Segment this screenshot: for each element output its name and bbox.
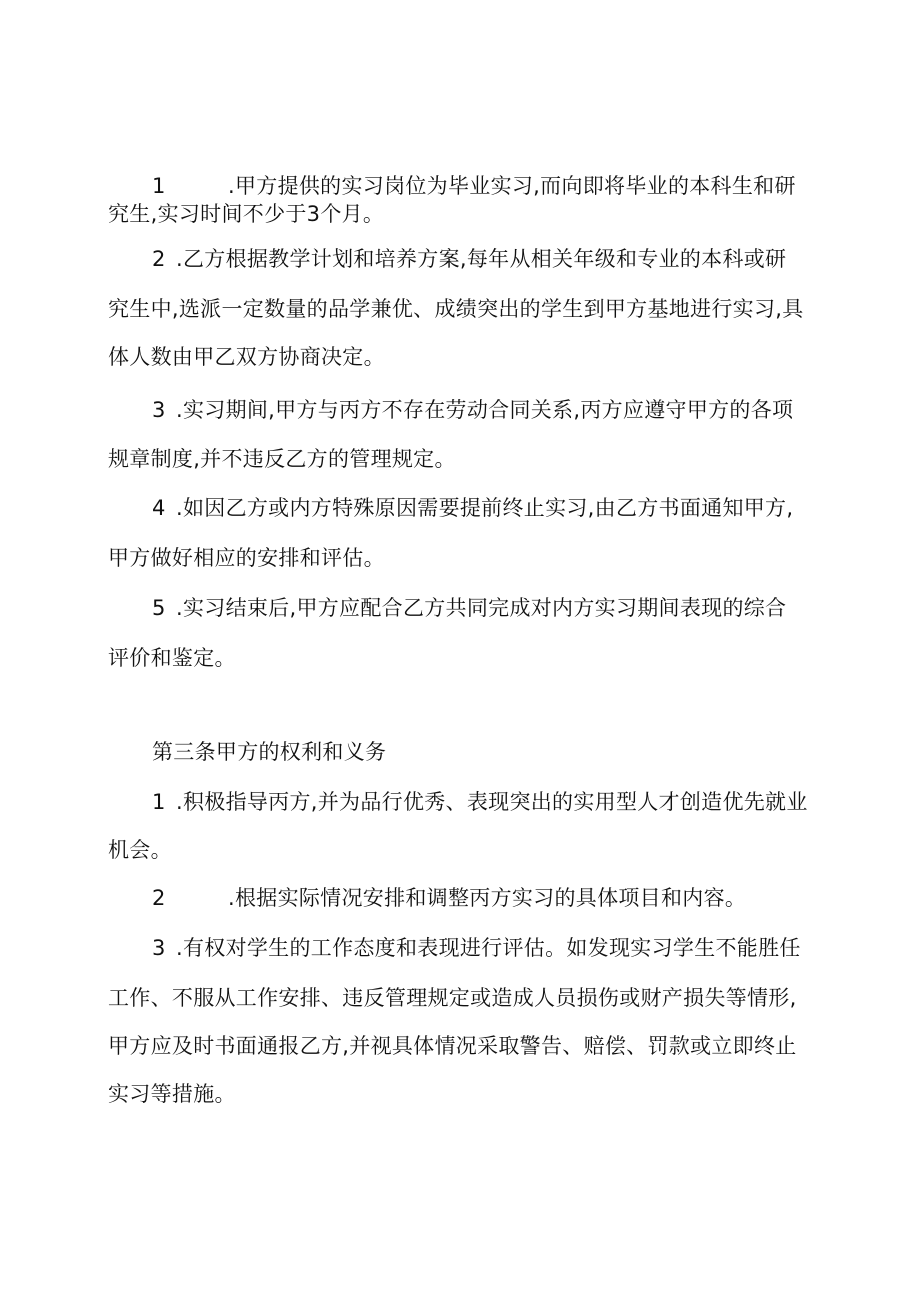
item-continuation-line: 究生,实习时间不少于3个月。 bbox=[108, 202, 385, 226]
item-number: 1 bbox=[152, 790, 166, 814]
item-text: .实习结束后,甲方应配合乙方共同完成对内方实习期间表现的综合 bbox=[176, 596, 787, 620]
item-number: 2 bbox=[152, 247, 166, 271]
item-continuation-line: 实习等措施。 bbox=[108, 1082, 236, 1106]
section-heading: 第三条甲方的权利和义务 bbox=[152, 740, 387, 764]
item-text: .积极指导丙方,并为品行优秀、表现突出的实用型人才创造优先就业 bbox=[176, 790, 808, 814]
item-continuation-line: 究生中,选派一定数量的品学兼优、成绩突出的学生到甲方基地进行实习,具 bbox=[108, 297, 804, 321]
item-first-line bbox=[152, 172, 796, 200]
item-first-line bbox=[152, 934, 801, 962]
item-continuation-line: 体人数由甲乙双方协商决定。 bbox=[108, 345, 385, 369]
item-text: .如因乙方或内方特殊原因需要提前终止实习,由乙方书面通知甲方, bbox=[176, 496, 794, 520]
item-text: .有权对学生的工作态度和表现进行评估。如发现实习学生不能胜任 bbox=[176, 936, 801, 960]
item-continuation-line: 评价和鉴定。 bbox=[108, 646, 236, 670]
item-text: .根据实际情况安排和调整丙方实习的具体项目和内容。 bbox=[228, 886, 747, 910]
item-number: 5 bbox=[152, 596, 166, 620]
item-continuation-line: 甲方做好相应的安排和评估。 bbox=[108, 546, 385, 570]
item-text: .实习期间,甲方与丙方不存在劳动合同关系,丙方应遵守甲方的各项 bbox=[176, 398, 794, 422]
item-continuation-line: 规章制度,并不违反乙方的管理规定。 bbox=[108, 447, 456, 471]
item-number: 1 bbox=[152, 174, 166, 198]
item-number: 2 bbox=[152, 886, 166, 910]
item-continuation-line: 工作、不服从工作安排、违反管理规定或造成人员损伤或财产损失等情形, bbox=[108, 986, 797, 1010]
item-number: 4 bbox=[152, 496, 166, 520]
item-first-line bbox=[152, 494, 793, 522]
item-continuation-line: 机会。 bbox=[108, 838, 172, 862]
item-first-line bbox=[152, 884, 746, 912]
item-continuation-line: 甲方应及时书面通报乙方,并视具体情况采取警告、赔偿、罚款或立即终止 bbox=[108, 1034, 797, 1058]
item-number: 3 bbox=[152, 398, 166, 422]
item-number: 3 bbox=[152, 936, 166, 960]
item-text: .甲方提供的实习岗位为毕业实习,而向即将毕业的本科生和研 bbox=[228, 174, 796, 198]
item-first-line bbox=[152, 788, 808, 816]
item-first-line bbox=[152, 396, 793, 424]
item-text: .乙方根据教学计划和培养方案,每年从相关年级和专业的本科或研 bbox=[176, 247, 787, 271]
item-first-line bbox=[152, 594, 786, 622]
item-first-line bbox=[152, 245, 786, 273]
